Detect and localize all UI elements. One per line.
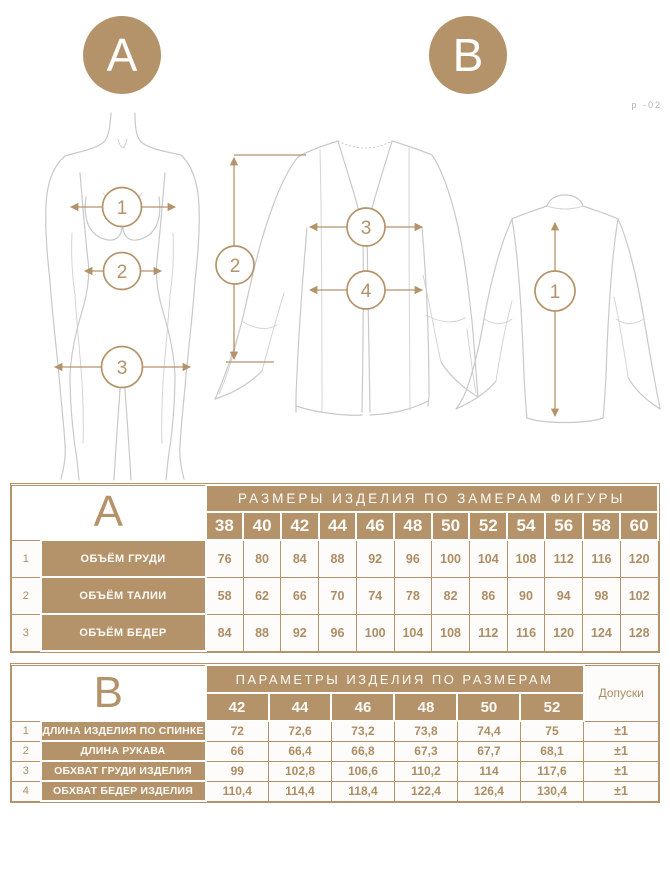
table-row: [12, 540, 659, 577]
table-row: [12, 781, 659, 801]
value-cell: 92: [281, 614, 319, 651]
value-cell: 76: [206, 540, 244, 577]
value-cell: 58: [206, 577, 244, 614]
value-cell: 99: [206, 761, 269, 781]
row-number: 1: [12, 540, 41, 577]
size-header-cell: 54: [507, 512, 545, 540]
value-cell: 108: [507, 540, 545, 577]
value-cell: 116: [507, 614, 545, 651]
value-cell: 106,6: [331, 761, 394, 781]
row-label: ОБЪЁМ БЕДЕР: [41, 614, 206, 651]
waist-marker-number: 2: [116, 262, 128, 283]
value-cell: 100: [356, 614, 394, 651]
value-cell: 96: [394, 540, 432, 577]
value-cell: 67,7: [457, 741, 520, 761]
table-a-title: РАЗМЕРЫ ИЗДЕЛИЯ ПО ЗАМЕРАМ ФИГУРЫ: [206, 485, 658, 512]
size-header-cell: 50: [457, 693, 520, 721]
section-a-badge: [83, 16, 161, 94]
value-cell: 73,8: [394, 721, 457, 741]
value-cell: 66: [206, 741, 269, 761]
value-cell: 88: [243, 614, 281, 651]
value-cell: 104: [394, 614, 432, 651]
value-cell: 108: [432, 614, 470, 651]
table-b-title: ПАРАМЕТРЫ ИЗДЕЛИЯ ПО РАЗМЕРАМ: [206, 665, 584, 693]
value-cell: 68,1: [520, 741, 583, 761]
row-label: ОБХВАТ БЕДЕР ИЗДЕЛИЯ: [41, 781, 206, 801]
table-a: [10, 483, 660, 653]
value-cell: 82: [432, 577, 470, 614]
table-b: [10, 663, 660, 803]
value-cell: 94: [545, 577, 583, 614]
row-number: 2: [12, 741, 41, 761]
size-header-cell: 44: [269, 693, 332, 721]
row-label: ДЛИНА ИЗДЕЛИЯ ПО СПИНКЕ: [41, 721, 206, 741]
size-header-cell: 42: [206, 693, 269, 721]
value-cell: 98: [583, 577, 621, 614]
table-b-corner-letter: В: [12, 665, 206, 721]
bust-marker-number: 1: [116, 198, 128, 219]
size-header-cell: 48: [394, 693, 457, 721]
value-cell: 84: [206, 614, 244, 651]
tolerance-cell: ±1: [584, 781, 659, 801]
size-header-cell: 58: [583, 512, 621, 540]
value-cell: 72,6: [269, 721, 332, 741]
sleeve-length-marker-number: 2: [229, 256, 241, 277]
value-cell: 100: [432, 540, 470, 577]
value-cell: 74: [356, 577, 394, 614]
value-cell: 75: [520, 721, 583, 741]
value-cell: 114,4: [269, 781, 332, 801]
value-cell: 73,2: [331, 721, 394, 741]
value-cell: 128: [620, 614, 658, 651]
tolerance-cell: ±1: [584, 741, 659, 761]
size-header-cell: 48: [394, 512, 432, 540]
table-a-grid: [11, 484, 659, 652]
size-header-cell: 46: [356, 512, 394, 540]
value-cell: 112: [545, 540, 583, 577]
row-label: ДЛИНА РУКАВА: [41, 741, 206, 761]
table-b-grid: [11, 664, 659, 802]
value-cell: 126,4: [457, 781, 520, 801]
value-cell: 130,4: [520, 781, 583, 801]
value-cell: 104: [469, 540, 507, 577]
size-header-cell: 46: [331, 693, 394, 721]
size-header-cell: 40: [243, 512, 281, 540]
value-cell: 78: [394, 577, 432, 614]
tolerance-cell: ±1: [584, 721, 659, 741]
value-cell: 67,3: [394, 741, 457, 761]
garment-chest-marker-number: 3: [360, 218, 372, 239]
back-length-marker-number: 1: [549, 282, 561, 303]
faint-corner-note: р -02: [631, 100, 662, 110]
value-cell: 114: [457, 761, 520, 781]
size-header-cell: 50: [432, 512, 470, 540]
table-row: [12, 577, 659, 614]
table-row: [12, 721, 659, 741]
value-cell: 124: [583, 614, 621, 651]
size-header-cell: 60: [620, 512, 658, 540]
value-cell: 102,8: [269, 761, 332, 781]
value-cell: 74,4: [457, 721, 520, 741]
row-number: 4: [12, 781, 41, 801]
value-cell: 86: [469, 577, 507, 614]
value-cell: 66,4: [269, 741, 332, 761]
garment-hip-marker-number: 4: [360, 281, 372, 302]
value-cell: 118,4: [331, 781, 394, 801]
garment-front-drawing: [210, 133, 480, 425]
table-row: [12, 741, 659, 761]
table-row: [12, 614, 659, 651]
value-cell: 70: [319, 577, 357, 614]
row-label: ОБХВАТ ГРУДИ ИЗДЕЛИЯ: [41, 761, 206, 781]
value-cell: 110,2: [394, 761, 457, 781]
value-cell: 116: [583, 540, 621, 577]
value-cell: 72: [206, 721, 269, 741]
value-cell: 122,4: [394, 781, 457, 801]
value-cell: 102: [620, 577, 658, 614]
value-cell: 96: [319, 614, 357, 651]
size-header-cell: 52: [520, 693, 583, 721]
size-header-cell: 44: [319, 512, 357, 540]
section-b-letter: В: [452, 29, 484, 81]
size-header-cell: 42: [281, 512, 319, 540]
value-cell: 66,8: [331, 741, 394, 761]
value-cell: 62: [243, 577, 281, 614]
value-cell: 90: [507, 577, 545, 614]
value-cell: 88: [319, 540, 357, 577]
row-number: 2: [12, 577, 41, 614]
tolerance-header: Допуски: [584, 665, 659, 721]
table-row: [12, 761, 659, 781]
section-a-letter: А: [106, 29, 138, 81]
value-cell: 84: [281, 540, 319, 577]
size-header-cell: 52: [469, 512, 507, 540]
row-number: 1: [12, 721, 41, 741]
value-cell: 110,4: [206, 781, 269, 801]
value-cell: 120: [620, 540, 658, 577]
value-cell: 66: [281, 577, 319, 614]
tolerance-cell: ±1: [584, 761, 659, 781]
table-a-corner-letter: А: [12, 485, 206, 540]
value-cell: 112: [469, 614, 507, 651]
row-number: 3: [12, 614, 41, 651]
body-figure-drawing: [25, 113, 220, 480]
row-label: ОБЪЁМ ТАЛИИ: [41, 577, 206, 614]
row-label: ОБЪЁМ ГРУДИ: [41, 540, 206, 577]
value-cell: 117,6: [520, 761, 583, 781]
section-b-badge: [429, 16, 507, 94]
row-number: 3: [12, 761, 41, 781]
hip-marker-number: 3: [116, 358, 128, 379]
value-cell: 80: [243, 540, 281, 577]
value-cell: 120: [545, 614, 583, 651]
size-header-cell: 38: [206, 512, 244, 540]
garment-back-drawing: [470, 193, 670, 435]
size-header-cell: 56: [545, 512, 583, 540]
value-cell: 92: [356, 540, 394, 577]
